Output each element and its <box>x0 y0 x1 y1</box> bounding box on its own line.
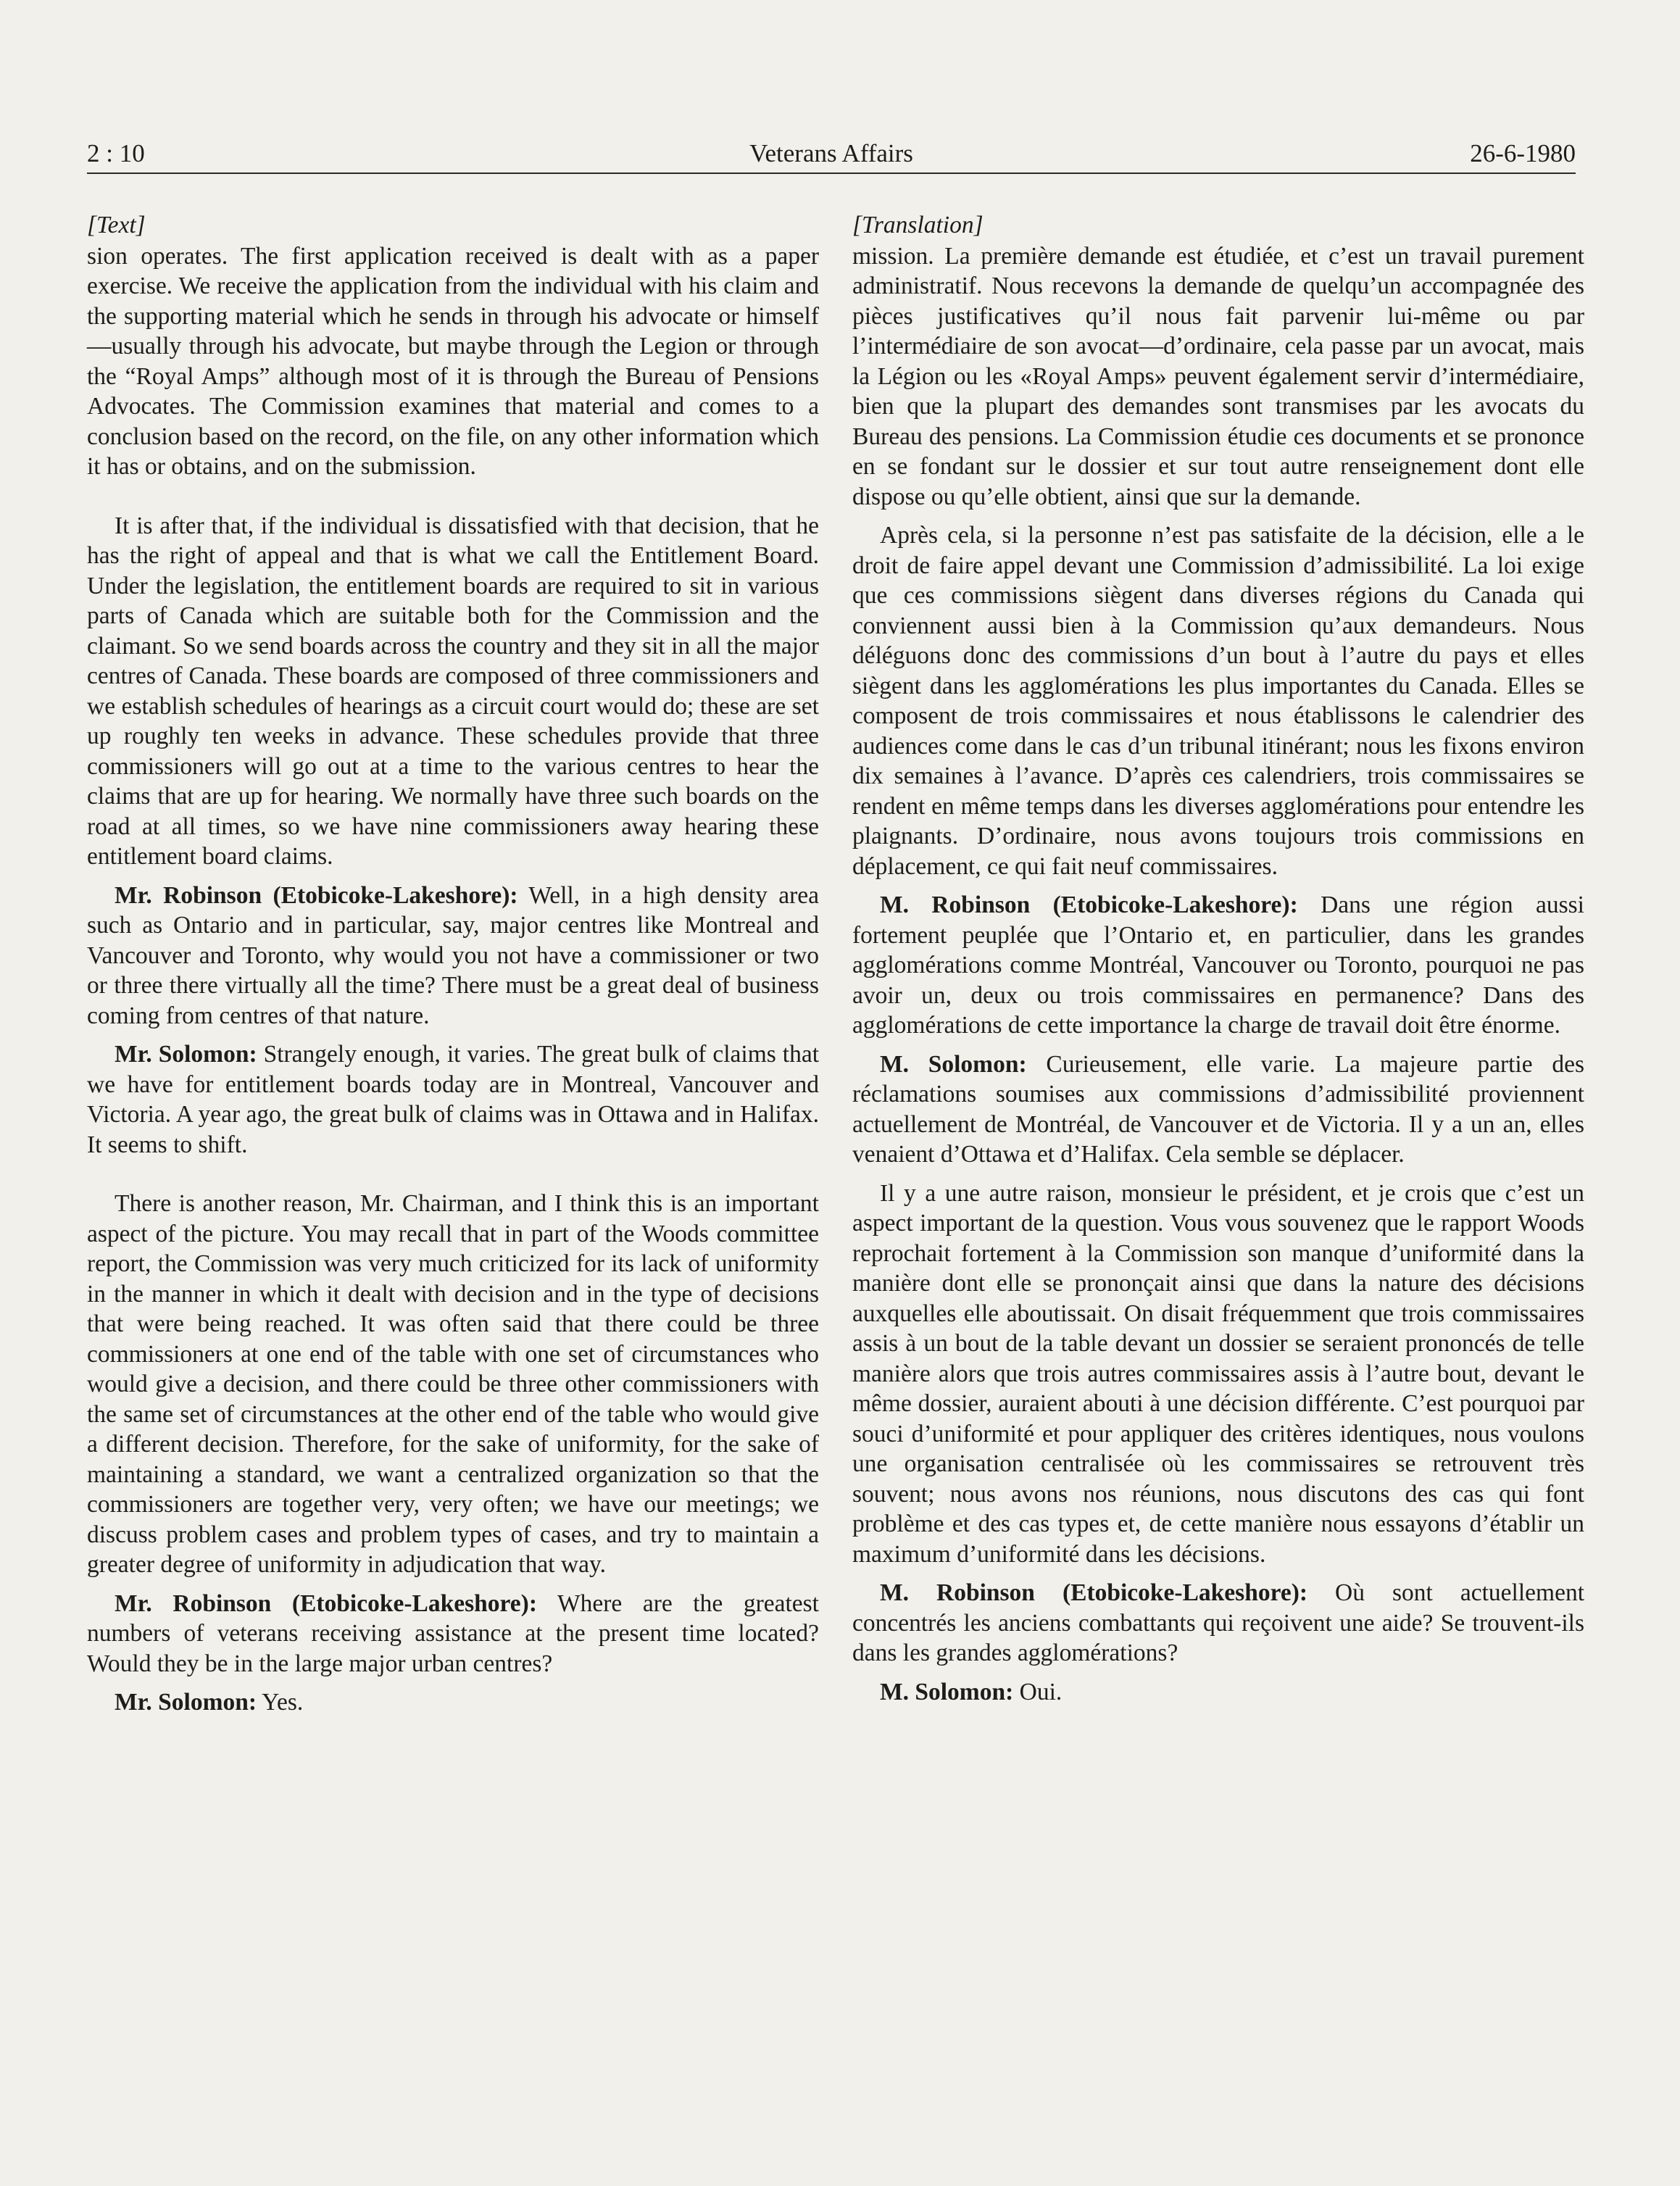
paragraph-continued: sion operates. The first application received is dealt with as a paper exercise. We receive the application from the individual with his claim and the supporting material which he sends in through his advocate or himself—usually through his advocate, but maybe through the Legion or through the “Royal Amps” although most of it is through the Bureau of Pensions Advocates. The Commission examines that material and comes to a conclusion based on the record, on the file, on any other information which it has or obtains, and on the submission. <box>87 242 819 480</box>
speech-text: Dans une région aussi fortement peuplée que l’Ontario et, en particulier, dans les grandes agglomérations comme Montréal, Vancouver ou Toronto, pourquoi ne pas avoir un, deux ou trois commissaires en permanence? Dans des agglomérations de cette importance la charge de travail doit être énorme. <box>852 892 1584 1039</box>
speech-solomon-answer-2 <box>87 1687 819 1718</box>
running-head <box>87 135 1576 174</box>
speech-robinson-question <box>87 881 819 1031</box>
speaker-name: Mr. Solomon: <box>115 1041 257 1068</box>
speech-text: Curieusement, elle varie. La majeure partie des réclamations soumises aux commissions d’admissibilité proviennent actuellement de Montréal, de Vancouver et de Victoria. Il y a un an, elles venaient d’Ottawa et d’Halifax. Cela semble se déplacer. <box>852 1050 1584 1168</box>
french-column <box>852 210 1584 1707</box>
paragraph-uniformity: Il y a une autre raison, monsieur le président, et je crois que c’est un aspect important de la question. Vous vous souvenez que le rapport Woods reprochait fortement à la Commission son manque d’uniformité dans la manière dont elle se prononçait ainsi que dans la nature des décisions auxquelles elle aboutissait. On disait fréquemment que trois commissaires assis à un bout de la table devant un dossier se seraient prononcés de telle manière alors que trois autres commissaires assis à l’autre bout, devant le même dossier, auraient abouti à une décision différente. C’est pourquoi par souci d’uniformité et pour appliquer des critères identiques, nous voulons une organisation centralisée où les commissaires se retrouvent très souvent; nous avons nos réunions, nous discutons des cas qui font problème et des cas types et, de cette manière nous essayons d’établir un maximum d’uniformité dans les décisions. <box>852 1179 1584 1568</box>
speech-solomon-answer <box>87 1039 819 1160</box>
speaker-name: M. Solomon: <box>880 1678 1014 1705</box>
page-number: 2 : 10 <box>87 139 145 167</box>
speech-robinson-question-2 <box>87 1589 819 1679</box>
column-label-translation: [Translation] <box>852 212 984 238</box>
paragraph-entitlement-board: It is after that, if the individual is dissatisfied with that decision, that he has the right of appeal and that is what we call the Entitlement Board. Under the legislation, the entitlement boards are required to sit in various parts of Canada which are suitable both for the Commission and the claimant. So we send boards across the country and they sit in all the major centres of Canada. These boards are composed of three commissioners and we establish schedules of hearings as a circuit court would do; these are set up roughly ten weeks in advance. These schedules provide that three commissioners will go out at a time to the various centres to hear the claims that are up for hearing. We normally have three such boards on the road at all times, so we have nine commissioners away hearing these entitlement board claims. <box>87 512 819 870</box>
committee-title: Veterans Affairs <box>749 139 913 167</box>
speech-text: Oui. <box>1013 1678 1063 1705</box>
speech-text: Well, in a high density area such as Ontario and in particular, say, major centres like Montreal and Vancouver and Toronto, why would you not have a commissioner or two or three there virtually all the time? There must be a great deal of business coming from centres of that nature. <box>87 881 819 1029</box>
english-column <box>87 210 819 1718</box>
paragraph-continued: mission. La première demande est étudiée, et c’est un travail purement administratif. Nous recevons la demande de quelqu’un accompagnée des pièces justificatives qu’il nous fait parvenir lui-même ou par l’intermédiaire de son avocat—d’ordinaire, cela passe par un avocat, mais la Légion ou les «Royal Amps» peuvent également servir d’intermédiaire, bien que la plupart des demandes sont transmises par les avocats du Bureau des pensions. La Commission étudie ces documents et se prononce en se fondant sur le dossier et sur tout autre renseignement dont elle dispose ou qu’elle obtient, ainsi que sur la demande. <box>852 242 1584 510</box>
speech-solomon-answer-2 <box>852 1677 1584 1708</box>
speech-robinson-question <box>852 890 1584 1041</box>
speaker-name: Mr. Robinson (Etobicoke-Lakeshore): <box>115 1589 537 1617</box>
speaker-name: M. Robinson (Etobicoke-Lakeshore): <box>880 892 1298 918</box>
speaker-name: M. Robinson (Etobicoke-Lakeshore): <box>880 1579 1308 1606</box>
speech-text: Where are the greatest numbers of veterans receiving assistance at the present time located? Would they be in the large major urban centres? <box>87 1589 819 1677</box>
speaker-name: Mr. Robinson (Etobicoke-Lakeshore): <box>115 881 518 909</box>
speech-text: Yes. <box>257 1689 304 1716</box>
speech-robinson-question-2 <box>852 1578 1584 1668</box>
paragraph-entitlement-board: Après cela, si la personne n’est pas satisfaite de la décision, elle a le droit de faire appel devant une Commission d’admissibilité. La loi exige que ces commissions siègent dans diverses régions du Canada qui conviennent aussi bien à la Commission qu’aux demandeurs. Nous déléguons donc des commissions d’un bout à l’autre du pays et elles siègent dans les agglomérations les plus importantes du Canada. Elles se composent de trois commissaires et nous établissons le calendrier des audiences come dans le cas d’un tribunal itinérant; nous les fixons environ dix semaines à l’avance. D’après ces calendriers, trois commissaires se rendent en même temps dans les diverses agglomérations pour entendre les plaignants. D’ordinaire, nous avons toujours trois commissions en déplacement, ce qui fait neuf commissaires. <box>852 522 1584 880</box>
speech-solomon-answer <box>852 1050 1584 1170</box>
speaker-name: M. Solomon: <box>880 1050 1027 1078</box>
speech-text: Où sont actuellement concentrés les anciens combattants qui reçoivent une aide? Se trouvent-ils dans les grandes agglomérations? <box>852 1579 1584 1666</box>
speech-text: Strangely enough, it varies. The great bulk of claims that we have for entitlement boards today are in Montreal, Vancouver and Victoria. A year ago, the great bulk of claims was in Ottawa and in Halifax. It seems to shift. <box>87 1041 820 1158</box>
speaker-name: Mr. Solomon: <box>115 1689 257 1716</box>
sitting-date: 26-6-1980 <box>1470 139 1576 167</box>
column-label-text: [Text] <box>87 212 146 238</box>
paragraph-uniformity: There is another reason, Mr. Chairman, and I think this is an important aspect of the picture. You may recall that in part of the Woods committee report, the Commission was very much criticized for its lack of uniformity in the manner in which it dealt with decision and in the type of decisions that were being reached. It was often said that there could be three commissioners at one end of the table with one set of circumstances who would give a decision, and there could be three other commissioners with the same set of circumstances at the other end of the table who would give a different decision. Therefore, for the sake of uniformity, for the sake of maintaining a standard, we want a centralized organization so that the commissioners are together very, very often; we have our meetings; we discuss problem cases and problem types of cases, and try to maintain a greater degree of uniformity in adjudication that way. <box>87 1190 819 1578</box>
